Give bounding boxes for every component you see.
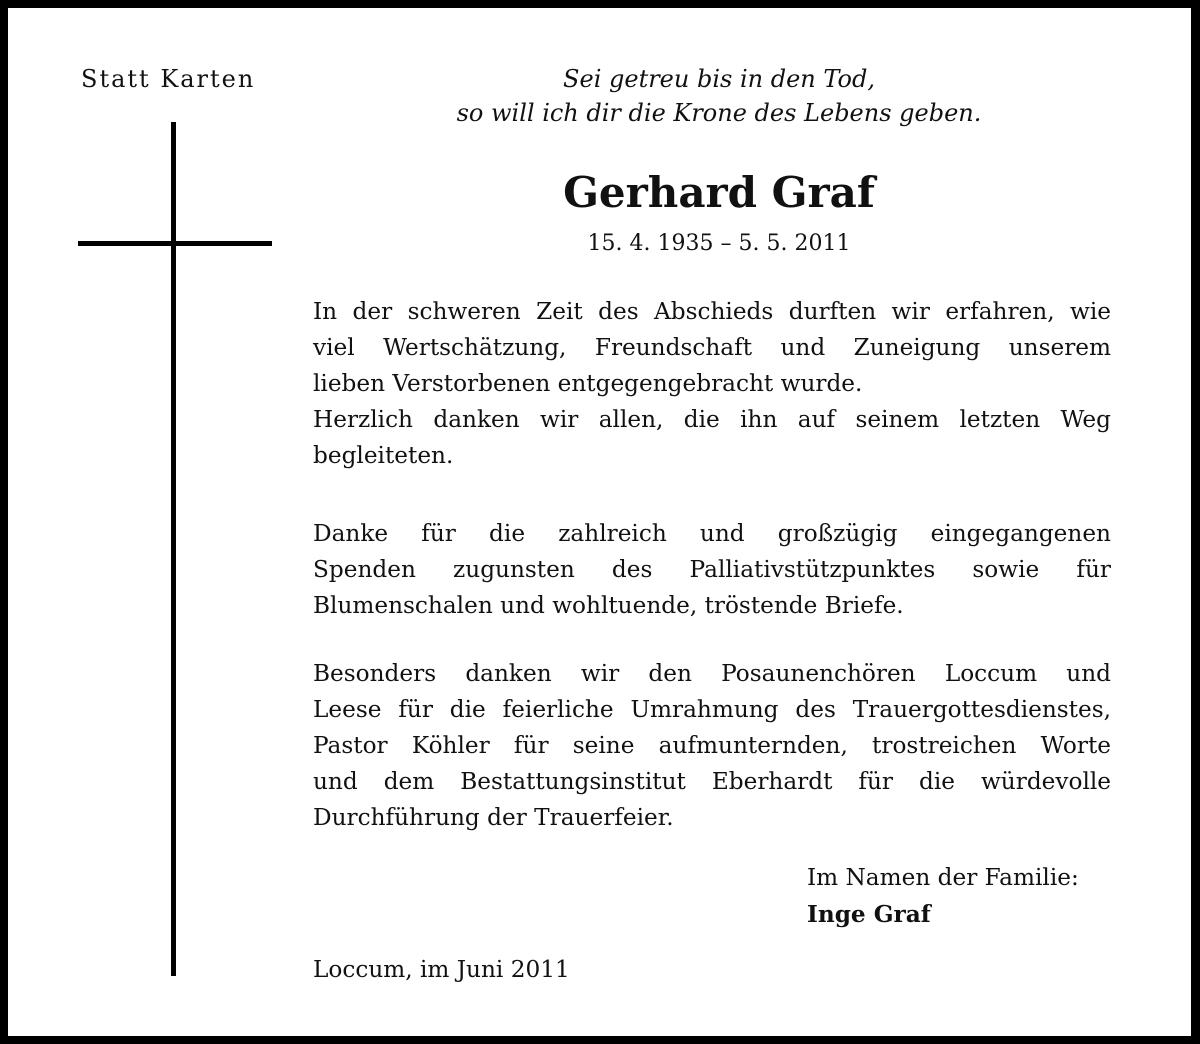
statt-karten-label: Statt Karten [81, 65, 256, 93]
paragraph-donations [313, 516, 1111, 624]
paragraph-line: Herzlich danken wir allen, die ihn auf seinem letzten Weg [313, 406, 1111, 433]
paragraph-line: Spenden zugunsten des Palliativstützpunktes sowie für [313, 556, 1111, 583]
motto-line-2: so will ich dir die Krone des Lebens geben. [456, 99, 982, 127]
paragraph-special-thanks [313, 656, 1111, 836]
signature-name: Inge Graf [807, 901, 931, 928]
place-date: Loccum, im Juni 2011 [313, 956, 570, 983]
paragraph-line: Besonders danken wir den Posaunenchören Loccum und [313, 660, 1111, 687]
paragraph-line: Blumenschalen und wohltuende, tröstende Briefe. [313, 592, 904, 619]
paragraph-line: viel Wertschätzung, Freundschaft und Zuneigung unserem [313, 334, 1111, 361]
paragraph-thanks [313, 294, 1111, 474]
paragraph-line: Leese für die feierliche Umrahmung des Trauergottesdienstes, [313, 696, 1111, 723]
motto-line-1: Sei getreu bis in den Tod, [563, 65, 875, 93]
life-dates: 15. 4. 1935 – 5. 5. 2011 [587, 231, 851, 256]
paragraph-line: lieben Verstorbenen entgegengebracht wurde. [313, 370, 863, 397]
signature-label: Im Namen der Familie: [807, 864, 1079, 891]
paragraph-line: Danke für die zahlreich und großzügig eingegangenen [313, 520, 1111, 547]
paragraph-line: Durchführung der Trauerfeier. [313, 804, 674, 831]
deceased-name: Gerhard Graf [563, 168, 875, 217]
paragraph-line: In der schweren Zeit des Abschieds durften wir erfahren, wie [313, 298, 1111, 325]
paragraph-line: begleiteten. [313, 442, 454, 469]
paragraph-line: und dem Bestattungsinstitut Eberhardt für die würdevolle [313, 768, 1111, 795]
cross-vertical-bar [171, 122, 176, 976]
paragraph-line: Pastor Köhler für seine aufmunternden, trostreichen Worte [313, 732, 1111, 759]
cross-horizontal-bar [78, 241, 272, 246]
